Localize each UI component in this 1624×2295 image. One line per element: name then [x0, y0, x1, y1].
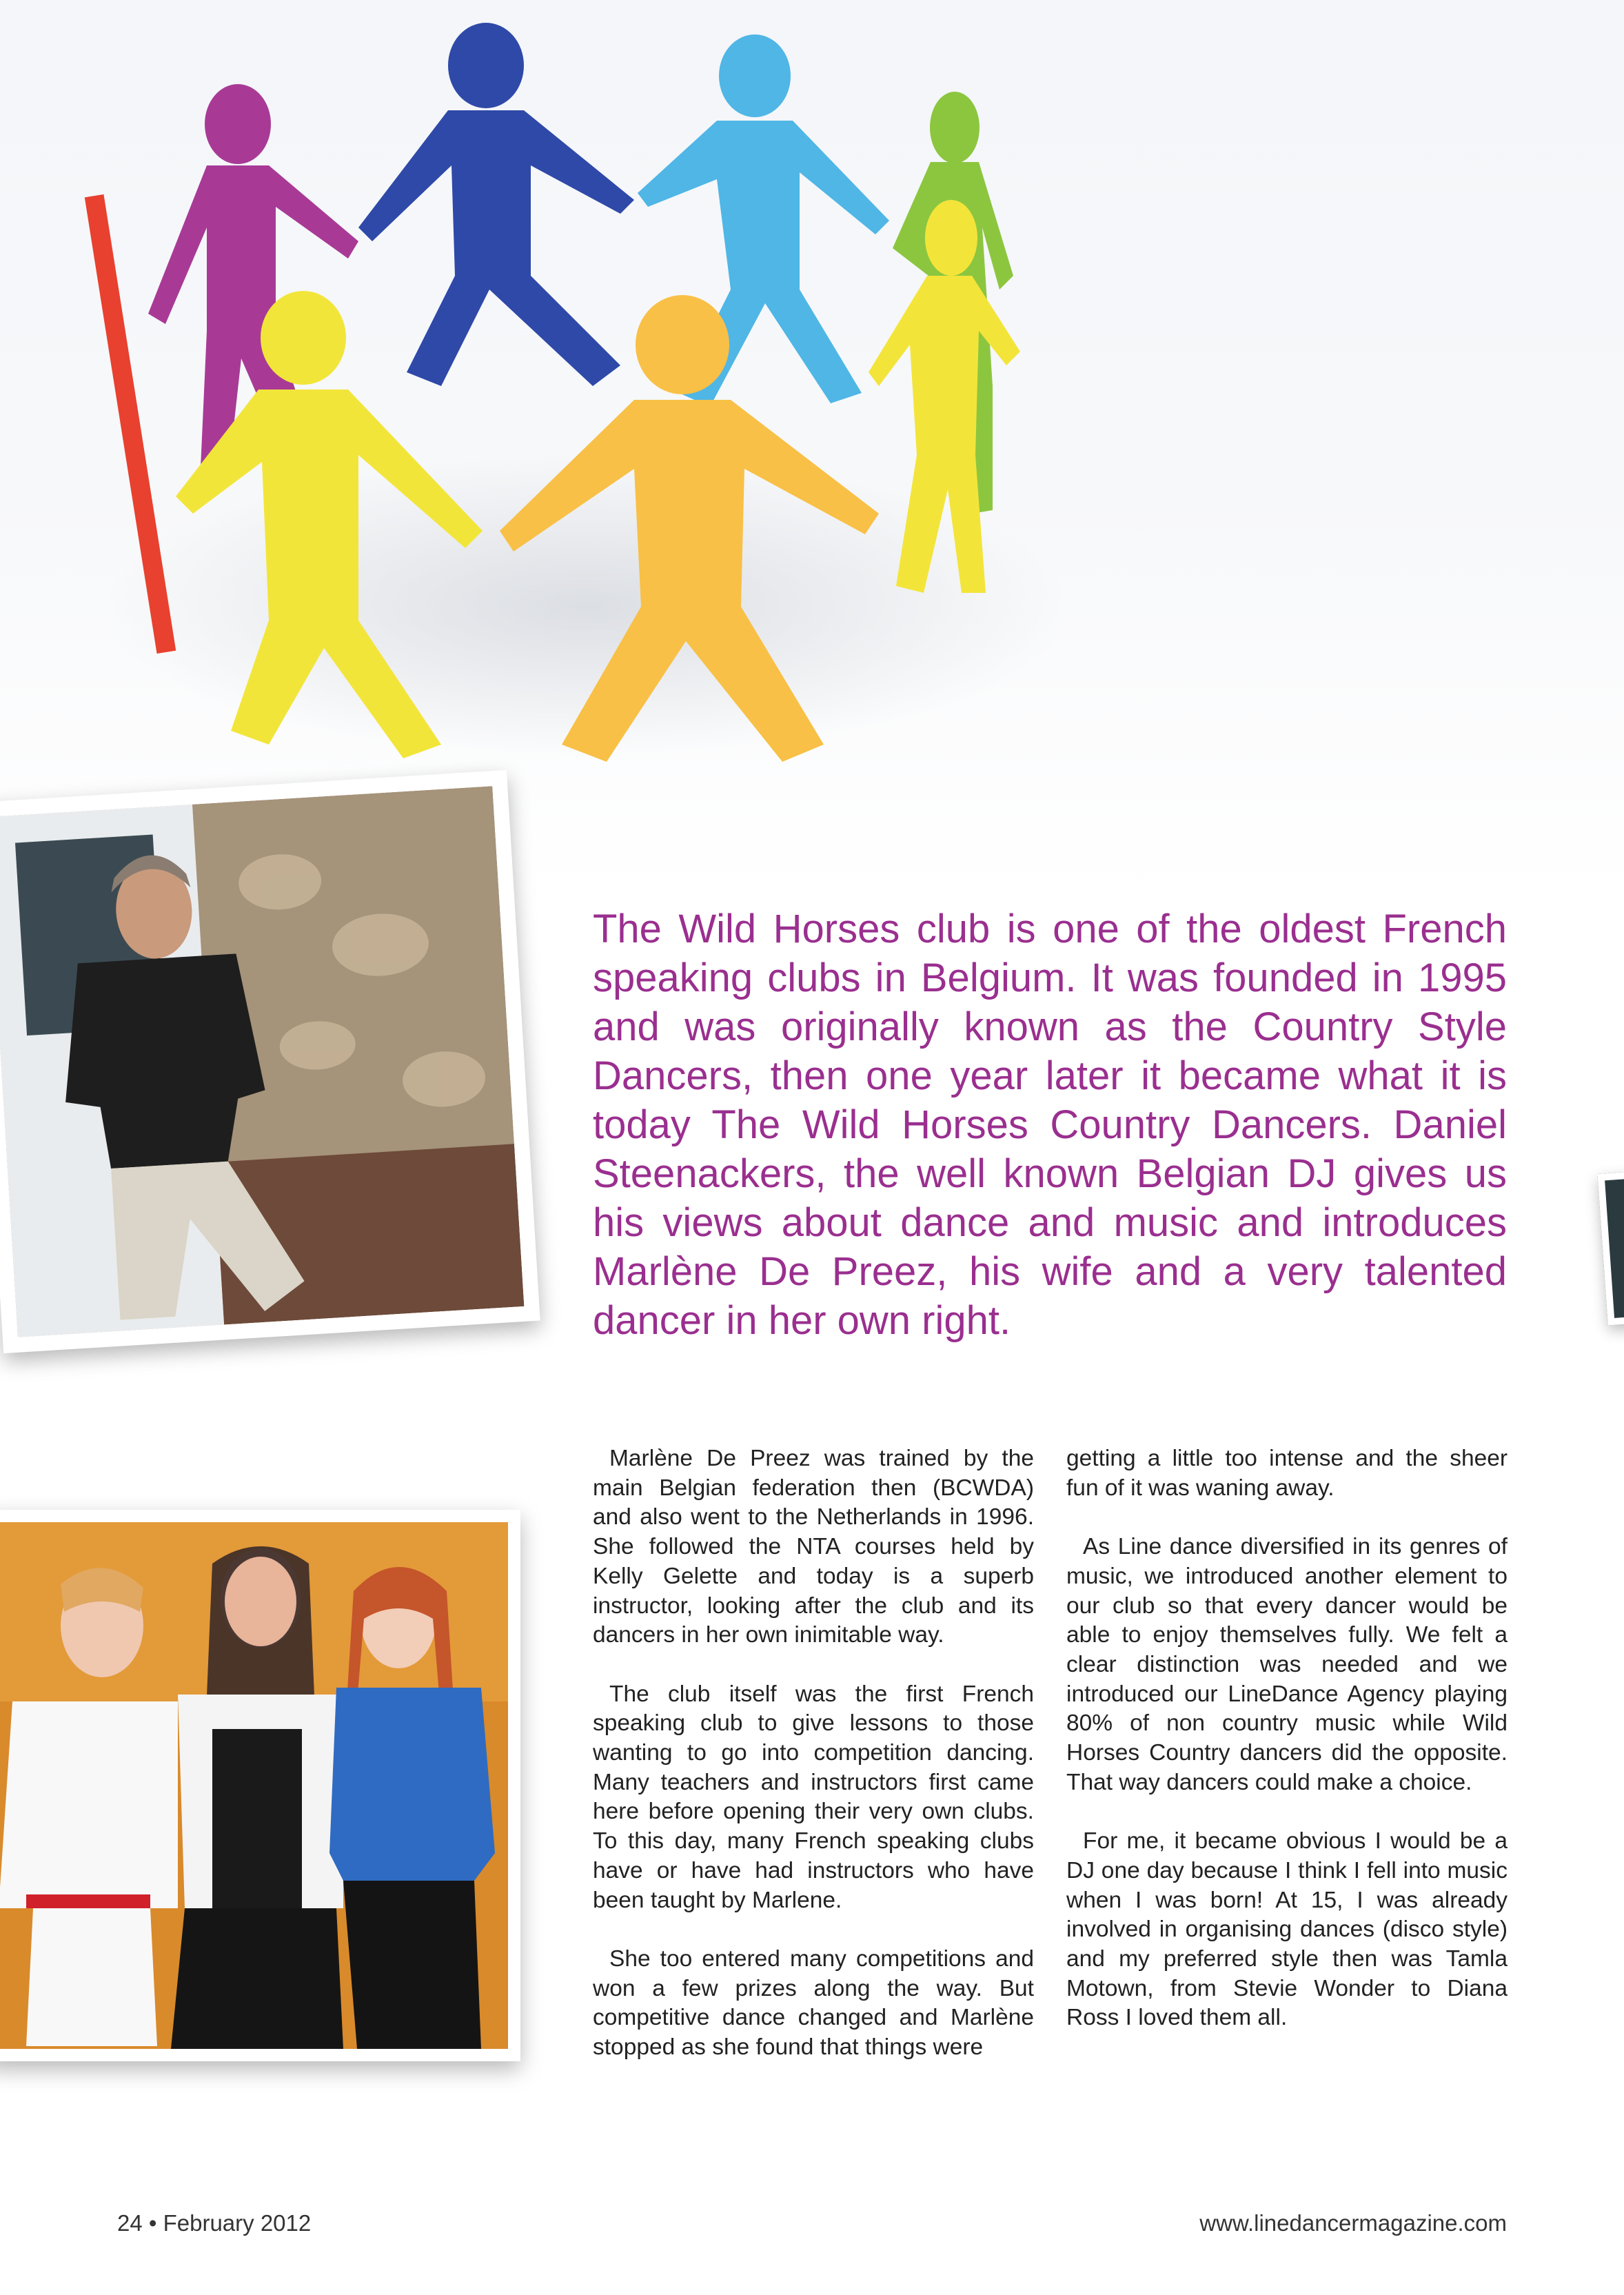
- photo-dj-portrait: [0, 770, 540, 1353]
- photo-three-dancers: [0, 1510, 520, 2061]
- page-number-date: 24 • February 2012: [117, 2210, 312, 2236]
- column1-paragraph: The club itself was the first French speaking club to give lessons to those wanting to go into competition dancing. Many teachers and instructors first came here before opening their very own clubs. To this day, many French speaking clubs have or have had instructors who have been taught by Marlene.: [593, 1681, 1034, 1913]
- intro-paragraph: The Wild Horses club is one of the oldest French speaking clubs in Belgium. It was founded in 1995 and was originally known as the Country Style Dancers, then one year later it became what it is today The Wild Horses Country Dancers. Daniel Steenackers, the well known Belgian DJ gives us his views about dance and music and introduces Marlène De Preez, his wife and a very talented dancer in her own right.: [593, 907, 1507, 1343]
- body-column-2: [1066, 1444, 1508, 2063]
- body-column-1: [593, 1444, 1034, 2092]
- paper-people-circle-image: [0, 0, 1624, 896]
- column2-paragraph: For me, it became obvious I would be a DJ one day because I think I fell into music when I was born! At 15, I was already involved in organising dances (disco style) and my preferred style then was Tamla Motown, from Stevie Wonder to Diana Ross I loved them all.: [1066, 1828, 1508, 2031]
- hero-illustration: [0, 0, 1624, 896]
- partial-photo-edge: [1597, 1170, 1624, 1325]
- column1-paragraph: She too entered many competitions and won a few prizes along the way. But competitive dance changed and Marlène stopped as she found that things were: [593, 1945, 1034, 2061]
- website-url: www.linedancermagazine.com: [1199, 2210, 1507, 2236]
- dj-portrait-image: [0, 786, 524, 1337]
- column1-paragraph: Marlène De Preez was trained by the main Belgian federation then (BCWDA) and also went to the Netherlands in 1996. She followed the NTA courses held by Kelly Gelette and today is a superb instructor, looking after the club and its dancers in her own inimitable way.: [593, 1446, 1034, 1648]
- column2-paragraph: getting a little too intense and the sheer fun of it was waning away.: [1066, 1446, 1508, 1501]
- three-dancers-image: [0, 1522, 508, 2049]
- column2-paragraph: As Line dance diversified in its genres of music, we introduced another element to our club so that every dancer would be able to enjoy themselves fully. We felt a clear distinction was needed and we introduced our LineDance Agency playing 80% of non country music while Wild Horses Country dancers did the opposite. That way dancers could make a choice.: [1066, 1534, 1508, 1795]
